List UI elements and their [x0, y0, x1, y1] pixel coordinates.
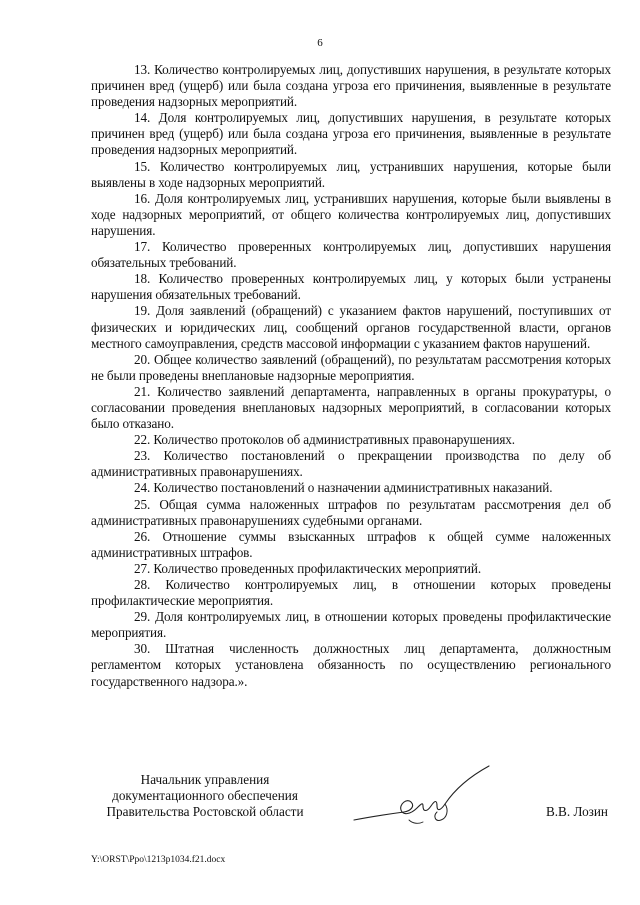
- signatory-title-line: Правительства Ростовской области: [106, 804, 304, 820]
- page-number: 6: [317, 37, 323, 49]
- file-path: Y:\ORST\Ppo\1213p1034.f21.docx: [91, 855, 226, 865]
- paragraph: 18. Количество проверенных контролируемых лиц, у которых были устранены нарушения обязательных требований.: [91, 271, 611, 303]
- paragraph: 17. Количество проверенных контролируемых лиц, допустивших нарушения обязательных требований.: [91, 239, 611, 271]
- paragraph: 15. Количество контролируемых лиц, устранивших нарушения, которые были выявлены в ходе надзорных мероприятий.: [91, 158, 611, 190]
- paragraph: 24. Количество постановлений о назначении административных наказаний.: [134, 480, 553, 496]
- document-body: [91, 62, 611, 690]
- paragraph: 21. Количество заявлений департамента, направленных в органы прокуратуры, о согласовании проведения внеплановых надзорных мероприятий, в согласовании которых было отказано.: [91, 383, 611, 432]
- paragraph: 29. Доля контролируемых лиц, в отношении которых проведены профилактические мероприятия.: [91, 609, 611, 641]
- paragraph: 22. Количество протоколов об административных правонарушениях.: [134, 432, 516, 448]
- signatory-name: В.В. Лозин: [545, 804, 608, 819]
- signatory-title-line: Начальник управления: [140, 772, 270, 787]
- paragraph: 30. Штатная численность должностных лиц департамента, должностным регламентом которых установлена обязанность по осуществлению регионального государственного надзора.».: [91, 641, 611, 689]
- paragraph: 28. Количество контролируемых лиц, в отношении которых проведены профилактические мероприятия.: [91, 577, 611, 609]
- paragraph: 20. Общее количество заявлений (обращений), по результатам рассмотрения которых не были проведены внеплановые надзорные мероприятия.: [91, 351, 611, 383]
- paragraph: 23. Количество постановлений о прекращении производства по делу об административных правонарушениях.: [91, 448, 611, 480]
- signatory-title-line: документационного обеспечения: [112, 788, 298, 804]
- paragraph: 26. Отношение суммы взысканных штрафов к общей сумме наложенных административных штрафов.: [91, 528, 611, 560]
- paragraph: 27. Количество проведенных профилактических мероприятий.: [134, 560, 482, 576]
- paragraph: 25. Общая сумма наложенных штрафов по результатам рассмотрения дел об административных правонарушениях судебными органами.: [91, 496, 611, 528]
- handwritten-signature: [349, 762, 497, 834]
- paragraph: 19. Доля заявлений (обращений) с указанием фактов нарушений, поступивших от физических и юридических лиц, сообщений органов государственной власти, органов местного самоуправления, средств массовой информации с указанием фактов нарушений.: [91, 303, 611, 351]
- paragraph: 16. Доля контролируемых лиц, устранивших нарушения, которые были выявлены в ходе надзорных мероприятий, от общего количества контролируемых лиц, допустивших нарушения.: [91, 190, 611, 238]
- signatory-title: [91, 772, 319, 820]
- paragraph: 13. Количество контролируемых лиц, допустивших нарушения, в результате которых причинен вред (ущерб) или была создана угроза его причинения, выявленные в результате проведения надзорных мероприятий.: [91, 62, 611, 110]
- signature-block: [91, 772, 611, 832]
- paragraph: 14. Доля контролируемых лиц, допустивших нарушения, в результате которых причинен вред (ущерб) или была создана угроза его причинения, выявленные в результате проведения надзорных мероприятий.: [91, 110, 611, 158]
